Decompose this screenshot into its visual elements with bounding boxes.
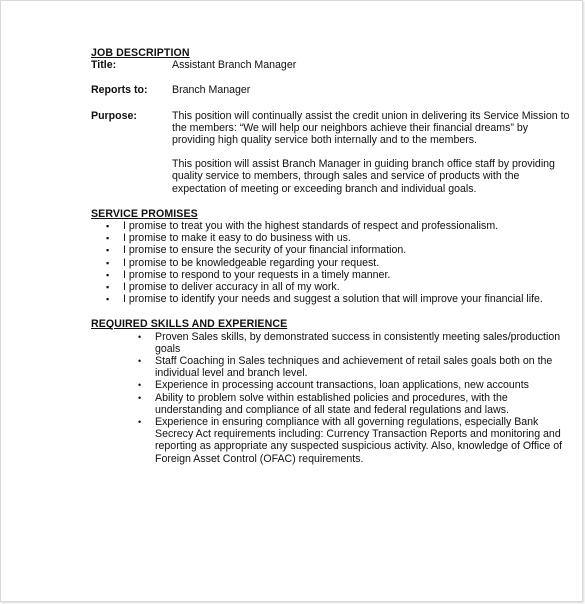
- list-item: ▪ I promise to make it easy to do business with us.: [106, 232, 351, 245]
- list-item: ▪ I promise to ensure the security of your financial information.: [106, 244, 407, 257]
- list-item: ▪ I promise to identify your needs and suggest a solution that will improve your financial life.: [106, 293, 543, 306]
- list-item: • Ability to problem solve within established policies and procedures, with the understanding and compliance of all state and federal regulations and laws.: [138, 391, 509, 416]
- title-row: [91, 59, 571, 71]
- list-item: ▪ I promise to be knowledgeable regarding your request.: [106, 256, 380, 269]
- round-bullet-icon: •: [138, 356, 142, 367]
- round-bullet-icon: •: [138, 417, 142, 428]
- required-skills-list: [91, 331, 571, 465]
- purpose-paragraph: This position will assist Branch Manager in guiding branch office staff by providing quality service to members, through sales and service of products with the expectation of meeting or exceeding branch and individual goals.: [172, 158, 555, 195]
- square-bullet-icon: ▪: [106, 257, 110, 268]
- square-bullet-icon: ▪: [106, 233, 110, 244]
- purpose-label: Purpose:: [91, 109, 137, 122]
- square-bullet-icon: ▪: [106, 245, 110, 256]
- service-promises-list: [91, 220, 571, 305]
- round-bullet-icon: •: [138, 392, 142, 403]
- square-bullet-icon: ▪: [106, 221, 110, 232]
- title-label: Title:: [91, 59, 117, 72]
- title-value: Assistant Branch Manager: [172, 59, 297, 72]
- job-description-heading: JOB DESCRIPTION: [91, 47, 190, 59]
- list-item: ▪ I promise to treat you with the highest standards of respect and professionalism.: [106, 220, 499, 233]
- list-item: • Experience in ensuring compliance with all governing regulations, especially Bank Secrecy Act requirements including: Currency Transaction Reports and monitoring and reporting as appropriate any suspected suspicious activity. Also, knowledge of Office of Foreign Asset Control (OFAC) requirements.: [138, 416, 563, 465]
- round-bullet-icon: •: [138, 380, 142, 391]
- list-item: ▪ I promise to deliver accuracy in all of my work.: [106, 281, 340, 294]
- square-bullet-icon: ▪: [106, 282, 110, 293]
- square-bullet-icon: ▪: [106, 269, 110, 280]
- reports-to-label: Reports to:: [91, 84, 148, 97]
- purpose-text: [172, 110, 571, 195]
- list-item: • Staff Coaching in Sales techniques and achievement of retail sales goals both on the individual level and branch level.: [138, 355, 553, 380]
- required-skills-heading: REQUIRED SKILLS AND EXPERIENCE: [91, 318, 288, 331]
- reports-to-value: Branch Manager: [172, 84, 251, 97]
- list-item: • Experience in processing account transactions, loan applications, new accounts: [138, 379, 529, 392]
- list-item: • Proven Sales skills, by demonstrated success in consistently meeting sales/production goals: [138, 330, 561, 355]
- reports-to-row: [91, 84, 571, 96]
- document-content: [91, 47, 571, 465]
- square-bullet-icon: ▪: [106, 294, 110, 305]
- round-bullet-icon: •: [138, 331, 142, 342]
- list-item: ▪ I promise to respond to your requests in a timely manner.: [106, 268, 391, 281]
- purpose-row: [91, 110, 571, 195]
- service-promises-heading: SERVICE PROMISES: [91, 207, 198, 220]
- purpose-paragraph: This position will continually assist the credit union in delivering its Service Mission to the members: “We will help our neighbors achieve their financial dreams” by providing high quality service both internally and to the members.: [172, 109, 570, 147]
